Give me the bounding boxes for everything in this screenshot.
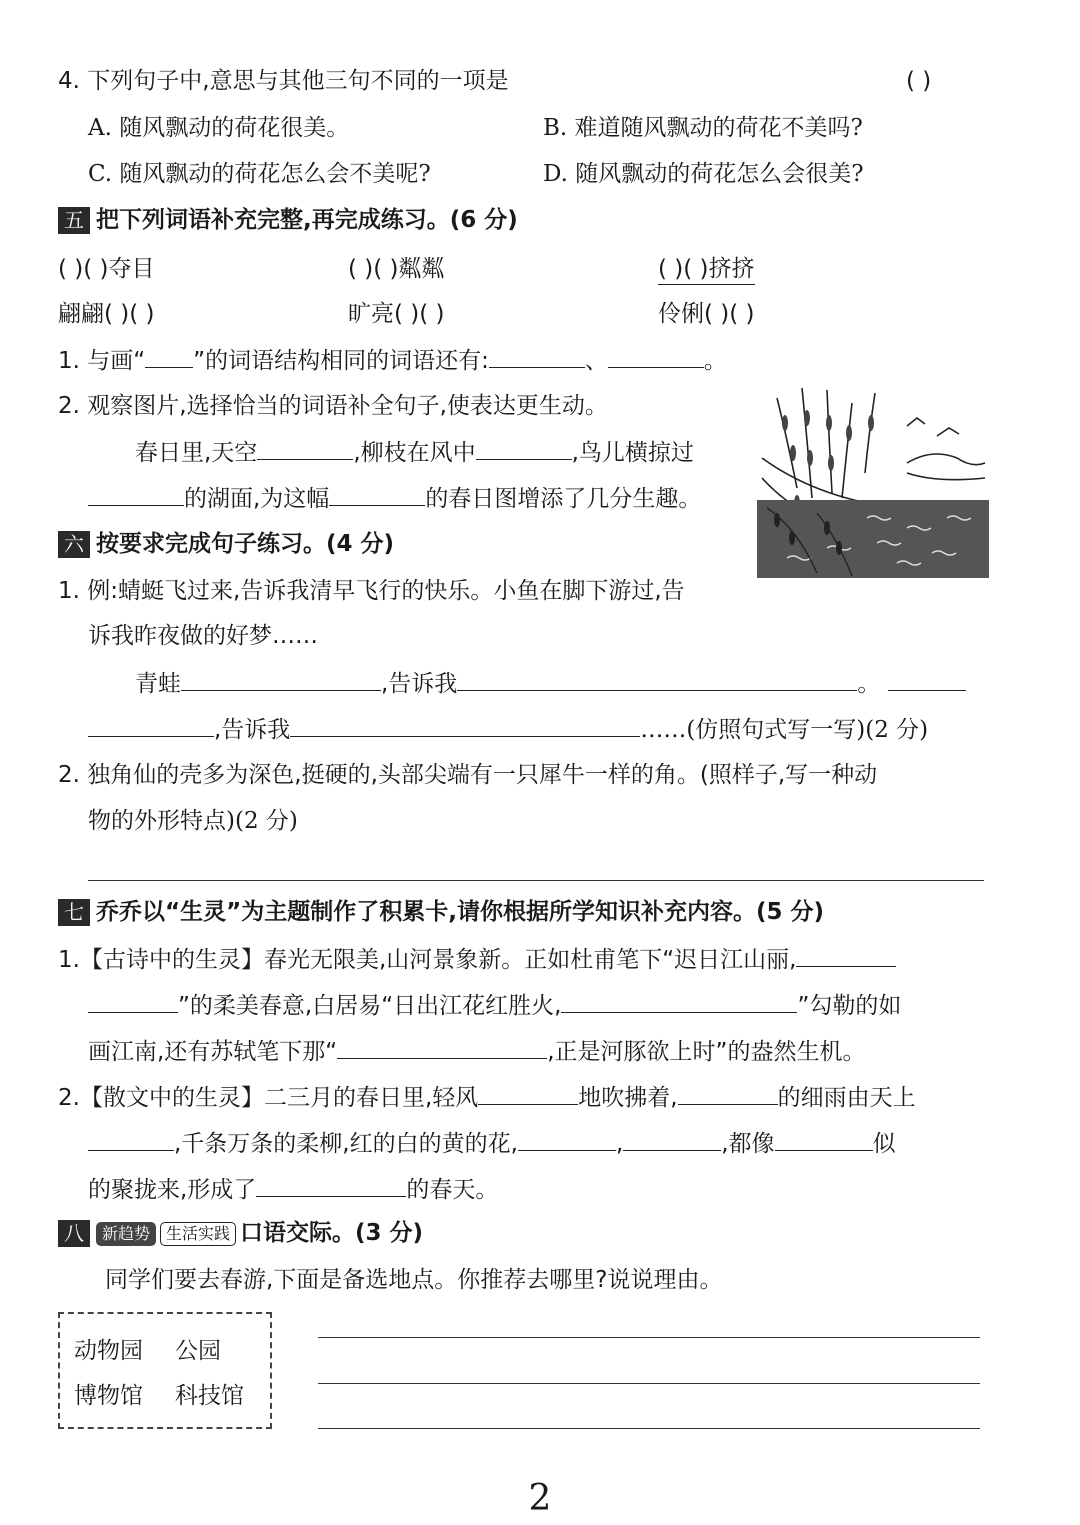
s7-text-5b: , bbox=[615, 1131, 624, 1157]
s7-blank-4[interactable] bbox=[337, 1036, 547, 1059]
s7-text-5a: ,千条万条的柔柳,红的白的黄的花, bbox=[174, 1131, 518, 1157]
s7-line-6 bbox=[88, 1174, 498, 1205]
s7-text-1: 1.【古诗中的生灵】春光无限美,山河景象新。正如杜甫笔下“迟日江山丽, bbox=[58, 947, 797, 973]
s5-q2-line-1 bbox=[135, 437, 694, 468]
q4-option-c: C. 随风飘动的荷花怎么会不美呢? bbox=[88, 161, 431, 187]
s5-q2-text-5: 的春日图增添了几分生趣。 bbox=[425, 486, 702, 512]
s8-answer-line-2[interactable] bbox=[318, 1383, 980, 1384]
section-5-tag: 五 bbox=[58, 207, 90, 234]
s7-text-2a: ”的柔美春意,白居易“日出江花红胜火, bbox=[178, 993, 562, 1019]
s7-blank-10[interactable] bbox=[775, 1128, 873, 1151]
new-trend-badge: 新趋势 bbox=[96, 1222, 156, 1246]
section-7-header bbox=[58, 897, 824, 927]
q4-option-d: D. 随风飘动的荷花怎么会很美? bbox=[543, 161, 864, 187]
s8-prompt: 同学们要去春游,下面是备选地点。你推荐去哪里?说说理由。 bbox=[105, 1267, 723, 1293]
s7-text-4c: 的细雨由天上 bbox=[777, 1085, 916, 1111]
spring-lake-illustration bbox=[757, 378, 989, 578]
s6-blank-3[interactable] bbox=[888, 668, 966, 691]
s7-text-4b: 地吹拂着, bbox=[578, 1085, 678, 1111]
s6-q2-line-b: 物的外形特点)(2 分) bbox=[88, 808, 298, 834]
s7-text-6b: 的春天。 bbox=[406, 1177, 499, 1203]
place-science-museum: 科技馆 bbox=[175, 1383, 244, 1409]
section-8-header bbox=[58, 1218, 423, 1248]
q4-answer-paren[interactable]: ( ) bbox=[906, 68, 932, 94]
s7-blank-7[interactable] bbox=[88, 1128, 174, 1151]
q4-stem: 4. 下列句子中,意思与其他三句不同的一项是 bbox=[58, 68, 509, 94]
place-park: 公园 bbox=[175, 1338, 221, 1364]
s5-q2-line-2 bbox=[88, 483, 701, 514]
word-fill-5[interactable]: 旷亮( )( ) bbox=[348, 301, 445, 327]
s6-frog: 青蛙 bbox=[135, 671, 181, 697]
s7-text-3a: 画江南,还有苏轼笔下那“ bbox=[88, 1039, 338, 1065]
s5-q2-blank-4[interactable] bbox=[329, 483, 425, 506]
s6-blank-4[interactable] bbox=[88, 714, 214, 737]
s7-text-2b: ”勾勒的如 bbox=[797, 993, 902, 1019]
underline-sample bbox=[145, 345, 193, 368]
s7-blank-2[interactable] bbox=[88, 990, 178, 1013]
s7-text-5c: ,都像 bbox=[721, 1131, 775, 1157]
s7-line-4 bbox=[58, 1082, 916, 1113]
word-fill-2[interactable]: ( )( )粼粼 bbox=[348, 256, 445, 282]
s6-dot: 。 bbox=[857, 671, 881, 697]
s7-text-5d: 似 bbox=[872, 1131, 896, 1157]
section-7-tag: 七 bbox=[58, 899, 90, 926]
s6-q1-imitate-line-1 bbox=[135, 668, 966, 699]
s7-line-1 bbox=[58, 944, 896, 975]
s7-blank-3[interactable] bbox=[561, 990, 797, 1013]
s5-q1-end: 。 bbox=[703, 348, 727, 374]
word-fill-6[interactable]: 伶俐( )( ) bbox=[658, 301, 755, 327]
s7-text-4a: 2.【散文中的生灵】二三月的春日里,轻风 bbox=[58, 1085, 479, 1111]
section-6-header bbox=[58, 529, 394, 559]
s6-blank-2[interactable] bbox=[457, 668, 857, 691]
word-fill-1[interactable]: ( )( )夺目 bbox=[58, 256, 155, 282]
section-5-title: 把下列词语补充完整,再完成练习。(6 分) bbox=[96, 207, 518, 233]
word-fill-3-underlined[interactable]: ( )( )挤挤 bbox=[658, 254, 755, 285]
s6-q1-line-a: 1. 例:蜻蜓飞过来,告诉我清早飞行的快乐。小鱼在脚下游过,告 bbox=[58, 578, 685, 604]
s7-blank-1[interactable] bbox=[796, 944, 896, 967]
s7-text-6a: 的聚拢来,形成了 bbox=[88, 1177, 257, 1203]
q4-option-a: A. 随风飘动的荷花很美。 bbox=[88, 115, 350, 141]
s7-blank-6[interactable] bbox=[678, 1082, 778, 1105]
s8-answer-line-3[interactable] bbox=[318, 1428, 980, 1429]
s6-blank-1[interactable] bbox=[181, 668, 381, 691]
s5-q2-blank-1[interactable] bbox=[257, 437, 353, 460]
places-box bbox=[58, 1312, 272, 1429]
page-number: 2 bbox=[528, 1478, 552, 1519]
s5-q1-pre: 1. 与画“ bbox=[58, 348, 146, 374]
s5-q2-blank-2[interactable] bbox=[476, 437, 572, 460]
section-5-header bbox=[58, 205, 518, 235]
s5-q1-blank-1[interactable] bbox=[489, 345, 585, 368]
s5-q1-blank-2[interactable] bbox=[608, 345, 704, 368]
q4-option-b: B. 难道随风飘动的荷花不美吗? bbox=[543, 115, 863, 141]
s7-blank-9[interactable] bbox=[623, 1128, 721, 1151]
s7-blank-8[interactable] bbox=[518, 1128, 616, 1151]
s7-text-3b: ,正是河豚欲上时”的盎然生机。 bbox=[547, 1039, 866, 1065]
s6-q1-line-b: 诉我昨夜做的好梦…… bbox=[88, 623, 318, 649]
section-6-tag: 六 bbox=[58, 531, 90, 558]
s6-answer-line[interactable] bbox=[88, 880, 984, 881]
s5-q2-text-1: 春日里,天空 bbox=[135, 440, 258, 466]
place-zoo: 动物园 bbox=[74, 1338, 143, 1364]
s5-q1-sep: 、 bbox=[584, 348, 608, 374]
s6-tail: ……(仿照句式写一写)(2 分) bbox=[640, 717, 929, 743]
life-practice-badge: 生活实践 bbox=[160, 1222, 236, 1246]
s5-q2: 2. 观察图片,选择恰当的词语补全句子,使表达更生动。 bbox=[58, 393, 608, 419]
s5-q2-blank-3[interactable] bbox=[88, 483, 184, 506]
s7-blank-5[interactable] bbox=[478, 1082, 578, 1105]
s6-tell-1: ,告诉我 bbox=[381, 671, 458, 697]
s5-q2-text-3: ,鸟儿横掠过 bbox=[571, 440, 694, 466]
s6-blank-5[interactable] bbox=[290, 714, 640, 737]
s5-q1 bbox=[58, 345, 727, 376]
s8-answer-line-1[interactable] bbox=[318, 1337, 980, 1338]
s5-q2-text-2: ,柳枝在风中 bbox=[353, 440, 476, 466]
section-8-title: 口语交际。(3 分) bbox=[240, 1220, 424, 1246]
section-7-title: 乔乔以“生灵”为主题制作了积累卡,请你根据所学知识补充内容。(5 分) bbox=[96, 899, 825, 925]
section-6-title: 按要求完成句子练习。(4 分) bbox=[96, 531, 395, 557]
s7-line-5 bbox=[88, 1128, 896, 1159]
s7-line-2 bbox=[88, 990, 901, 1021]
place-museum: 博物馆 bbox=[74, 1383, 143, 1409]
s7-line-3 bbox=[88, 1036, 865, 1067]
section-8-tag: 八 bbox=[58, 1220, 90, 1247]
s6-q2-line-a: 2. 独角仙的壳多为深色,挺硬的,头部尖端有一只犀牛一样的角。(照样子,写一种动 bbox=[58, 762, 878, 788]
s6-tell-2: ,告诉我 bbox=[214, 717, 291, 743]
s5-q2-text-4: 的湖面,为这幅 bbox=[184, 486, 330, 512]
word-fill-4[interactable]: 翩翩( )( ) bbox=[58, 301, 155, 327]
s5-q1-mid: ”的词语结构相同的词语还有: bbox=[193, 348, 489, 374]
s7-blank-11[interactable] bbox=[256, 1174, 406, 1197]
s6-q1-imitate-line-2 bbox=[88, 714, 928, 745]
